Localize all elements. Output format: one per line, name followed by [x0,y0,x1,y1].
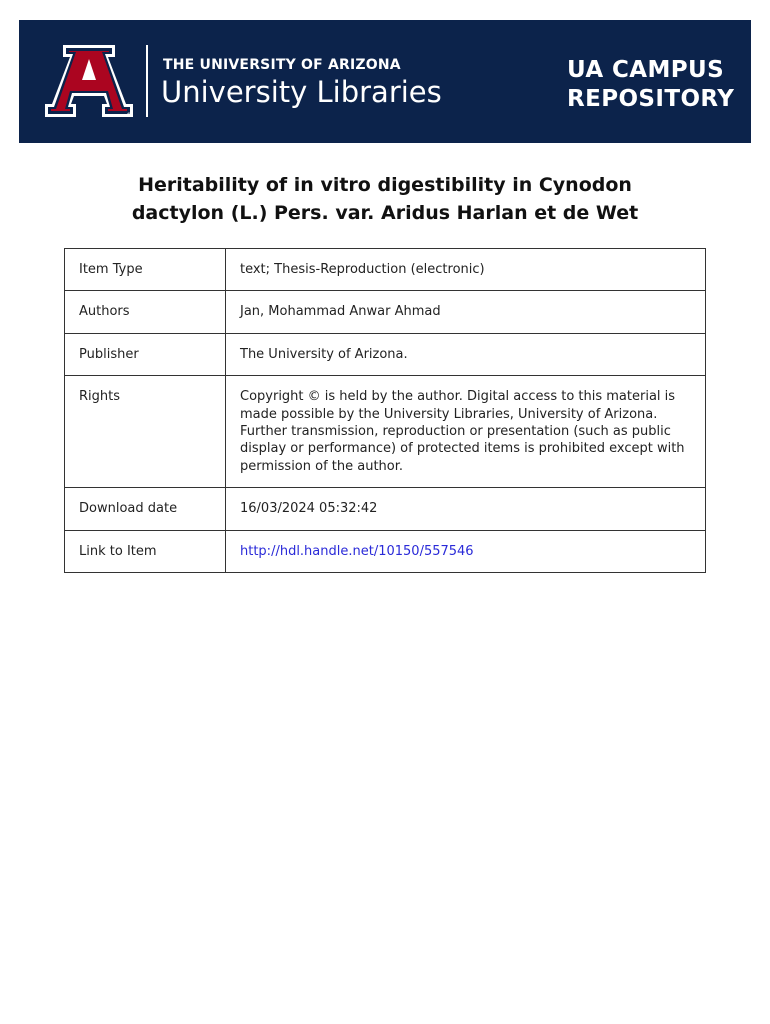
repository-line-1: UA CAMPUS [567,57,725,83]
repository-line-2: REPOSITORY [567,86,735,112]
rights-value: Copyright © is held by the author. Digital access to this material is made possible by the University Libraries, University of Arizona. Further transmission, reproduction or presentation (such as public display or performance) of protected items is prohibited except with permission of the author. [226,376,706,488]
table-row [65,530,706,572]
table-row [65,291,706,333]
title-line-1: Heritability of in vitro digestibility in Cynodon [138,174,632,196]
publisher-value: The University of Arizona. [226,333,706,375]
download-date-value: 16/03/2024 05:32:42 [226,488,706,530]
table-row [65,488,706,530]
table-row [65,249,706,291]
svg-text:®: ® [126,112,132,118]
rights-label: Rights [65,376,226,488]
download-date-label: Download date [65,488,226,530]
authors-value: Jan, Mohammad Anwar Ahmad [226,291,706,333]
university-name: THE UNIVERSITY OF ARIZONA [163,57,401,73]
repository-name [567,56,735,114]
block-a-logo-icon [44,44,134,118]
item-type-label: Item Type [65,249,226,291]
metadata-table [64,248,706,573]
libraries-name: University Libraries [161,75,442,109]
link-to-item-label: Link to Item [65,530,226,572]
table-row [65,376,706,488]
authors-label: Authors [65,291,226,333]
header-divider [146,45,148,117]
title-line-2: dactylon (L.) Pers. var. Aridus Harlan et de Wet [131,202,639,224]
table-row [65,333,706,375]
document-title [85,171,685,227]
header-banner [19,20,751,143]
item-type-value: text; Thesis-Reproduction (electronic) [226,249,706,291]
link-to-item-cell [226,530,706,572]
item-link[interactable]: http://hdl.handle.net/10150/557546 [240,543,474,559]
publisher-label: Publisher [65,333,226,375]
